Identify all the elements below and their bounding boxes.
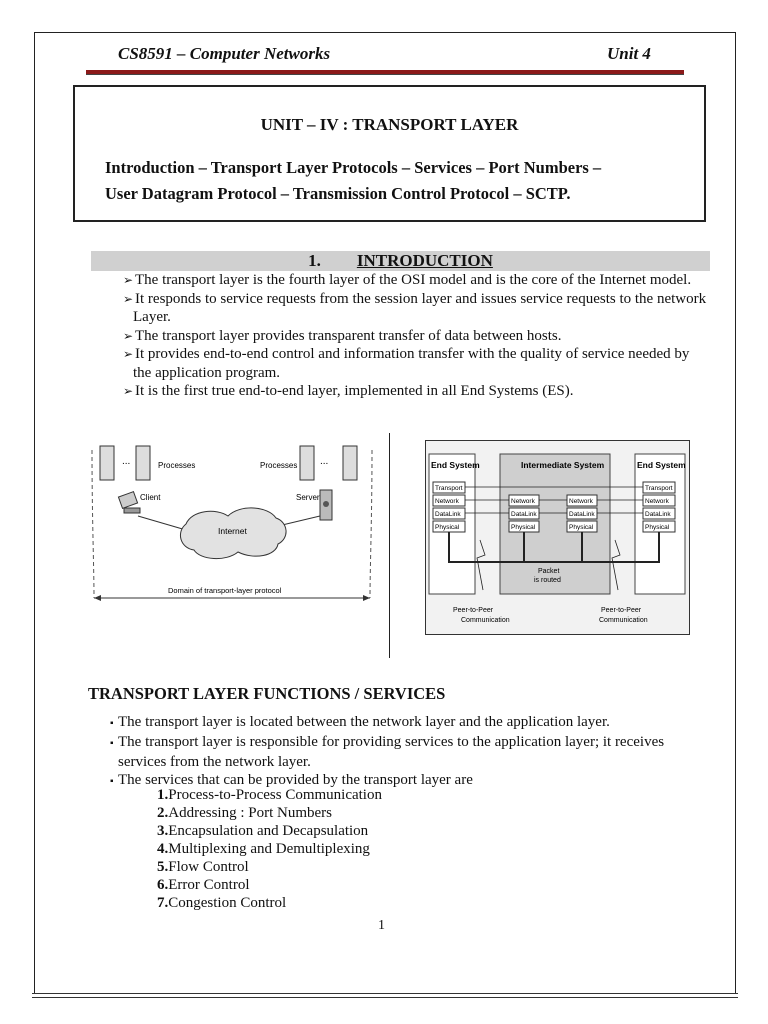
transport-domain-figure (88, 438, 378, 608)
square-bullet-icon: ▪ (110, 738, 114, 749)
computer-icon (100, 446, 357, 480)
svg-text:Network: Network (511, 498, 535, 505)
router-stack-1 (509, 495, 539, 532)
services-list (157, 786, 382, 912)
unit-topics-line-2: User Datagram Protocol – Transmission Control Protocol – SCTP. (105, 184, 571, 203)
intro-bullet: ➢ The transport layer provides transparent transfer of data between hosts. (123, 327, 562, 344)
intro-bullet-list (111, 271, 711, 401)
svg-text:DataLink: DataLink (569, 511, 595, 518)
unit-topics-line-1: Introduction – Transport Layer Protocols – Services – Port Numbers – (105, 158, 602, 177)
peer-label-left-line-2: Communication (461, 617, 510, 624)
unit-title: UNIT – IV : TRANSPORT LAYER (260, 115, 519, 134)
section-title: INTRODUCTION (356, 251, 493, 270)
intro-bullet: ➢ The transport layer is the fourth layer of the OSI model and is the core of the Internet model. (123, 272, 692, 288)
function-point: ▪ The services that can be provided by the transport layer are (106, 771, 706, 791)
service-item: 2.Addressing : Port Numbers (157, 805, 332, 821)
arrow-bullet-icon: ➢ (123, 328, 134, 343)
dots-left: ... (122, 456, 131, 467)
functions-heading: TRANSPORT LAYER FUNCTIONS / SERVICES (88, 684, 446, 703)
square-bullet-icon: ▪ (110, 776, 114, 787)
osi-layers-figure (425, 440, 690, 635)
svg-text:Transport: Transport (435, 485, 463, 492)
router-stack-2 (567, 495, 597, 532)
server-label: Server (296, 493, 320, 502)
unit-topics (105, 155, 684, 207)
service-item: 4.Multiplexing and Demultiplexing (157, 841, 370, 857)
end-system-right-label: End System (637, 460, 686, 470)
packet-label-line-1: Packet (538, 568, 560, 575)
svg-text:Network: Network (645, 498, 669, 505)
figure-divider (389, 433, 390, 658)
arrow-bullet-icon: ➢ (123, 291, 134, 306)
dots-right: ... (320, 456, 329, 467)
intro-bullet: ➢ It is the first true end-to-end layer, implemented in all End Systems (ES). (123, 383, 574, 399)
laptop-icon (118, 492, 140, 513)
svg-text:DataLink: DataLink (511, 511, 537, 518)
svg-text:Physical: Physical (645, 524, 670, 531)
server-icon (320, 490, 332, 520)
intermediate-system-label: Intermediate System (521, 460, 605, 470)
service-item: 3.Encapsulation and Decapsulation (157, 823, 369, 839)
bottom-rule (32, 993, 738, 998)
svg-text:Physical: Physical (435, 524, 460, 531)
arrow-bullet-icon: ➢ (123, 384, 134, 398)
function-point: ▪ The transport layer is responsible for providing services to the application layer; it receives services from the network layer. (110, 734, 665, 770)
intro-bullet: ➢ It responds to service requests from the session layer and issues service requests to the network Layer. (123, 290, 707, 325)
function-point: ▪ The transport layer is located between the network layer and the application layer. (106, 713, 706, 733)
peer-label-left-line-1: Peer-to-Peer (453, 607, 494, 614)
section-heading-introduction (91, 251, 710, 271)
packet-label-line-2: is routed (534, 577, 561, 584)
svg-text:Physical: Physical (569, 524, 594, 531)
service-item: 7.Congestion Control (157, 895, 287, 911)
processes-right-label: Processes (260, 461, 298, 470)
svg-text:Transport: Transport (645, 485, 673, 492)
client-label: Client (140, 493, 161, 502)
intro-bullet: ➢ It provides end-to-end control and information transfer with the quality of service needed by the application program. (123, 346, 690, 381)
service-item: 5.Flow Control (157, 859, 249, 875)
arrow-bullet-icon: ➢ (123, 273, 134, 287)
arrow-bullet-icon: ➢ (123, 347, 134, 361)
end-system-left-label: End System (431, 460, 480, 470)
service-item: 1.Process-to-Process Communication (157, 787, 382, 803)
internet-label: Internet (218, 526, 247, 536)
svg-text:DataLink: DataLink (435, 511, 461, 518)
section-number: 1. (308, 251, 321, 270)
header-course-title: CS8591 – Computer Networks (118, 44, 331, 63)
svg-text:Network: Network (435, 498, 459, 505)
unit-summary-box (73, 85, 706, 222)
svg-text:Physical: Physical (511, 524, 536, 531)
svg-text:Network: Network (569, 498, 593, 505)
functions-list (106, 713, 706, 791)
header-rule (86, 70, 684, 75)
peer-label-right-line-1: Peer-to-Peer (601, 607, 642, 614)
header-unit-label: Unit 4 (607, 44, 651, 63)
page-number: 1 (378, 918, 385, 933)
svg-text:DataLink: DataLink (645, 511, 671, 518)
peer-label-right-line-2: Communication (599, 617, 648, 624)
domain-label: Domain of transport-layer protocol (168, 586, 282, 595)
service-item: 6.Error Control (157, 877, 250, 893)
square-bullet-icon: ▪ (110, 718, 114, 729)
processes-left-label: Processes (158, 461, 196, 470)
